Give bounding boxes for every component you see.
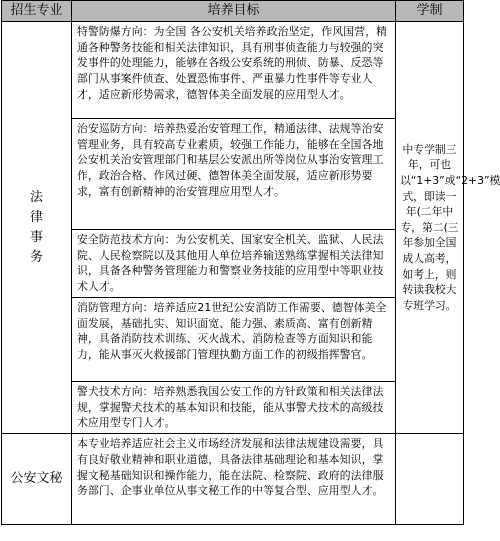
goal-secretary: 本专业培养适应社会主义市场经济发展和法律法规建设需要，具有良好敬业精神和职业道德，具备法律基础理论和基本知识，掌握文秘基础知识和操作能力，能在法院、检察院、政府的法律服务部门、企事业单位从事文秘工作的中等复合型、应用型人才。 (72, 434, 396, 525)
goal-special-police: 特警防爆方向：为全国 各公安机关培养政治坚定，作风国营，精通各种警务技能和相关法律知识，具有刑事侦查能力与较强的突发事件的处理能力，能够在各级公安系统的刑侦、防暴、反恐等部门从事案件侦查、处置恐怖事件、严重暴力性事件等专业人才，适应新形势需求，德智体美全面发展的应用型人才。 (72, 22, 396, 119)
goal-public-security-patrol: 治安巡防方向：培养热爱治安管理工作，精通法律、法规等治安管理业务，具有较高专业素质，较强工作能力，能够在全国各地公安机关治安管理部门和基层公安派出所等岗位从事治安管理工作，政治合格、作风过硬、德智体美全面发展，适应新形势要求，富有创新精神的治安管理应用型人才。 (72, 119, 396, 230)
table-row (2, 22, 464, 119)
header-row (2, 1, 464, 22)
header-major: 招生专业 (2, 1, 72, 22)
major-secretary: 公安文秘 (2, 434, 72, 525)
table-row (2, 434, 464, 525)
table-row (2, 230, 464, 298)
goal-police-dog: 警犬技术方向：培养熟悉我国公安工作的方针政策和相关法律法规，掌握警犬技术的基本知识和技能，能从事警犬技术的高级技术应用型专门人才。 (72, 382, 396, 434)
header-goal: 培养目标 (72, 1, 396, 22)
program-table (1, 0, 500, 525)
duration-secretary-empty (396, 434, 464, 525)
major-law: 法律事务 (2, 22, 72, 434)
goal-security-technology: 安全防范技术方向：为公安机关、国家安全机关、监狱、人民法院、人民检察院以及其他用人单位培养输送熟练掌握相关法律知识，具备各种警务管理能力和警察业务技能的应用型中等职业技术人才。 (72, 230, 396, 298)
header-duration: 学制 (396, 1, 464, 22)
table-row (2, 298, 464, 382)
table-row (2, 119, 464, 230)
duration-law: 中专学制三年，可也以“1+3”或“2+3”模式，即读一年(二年中专，第二(三年参加全国成人高考，如考上，则转读我校大专班学习。 (396, 22, 464, 434)
table-row (2, 382, 464, 434)
goal-fire-management: 消防管理方向：培养适应21世纪公安消防工作需要、德智体美全面发展，基础扎实、知识面宽、能力强、素质高、富有创新精神，具备消防技术训练、灭火战术、消防检查等方面知识和能力，能从事灭火救援部门管理执勤方面工作的初级指挥警官。 (72, 298, 396, 382)
